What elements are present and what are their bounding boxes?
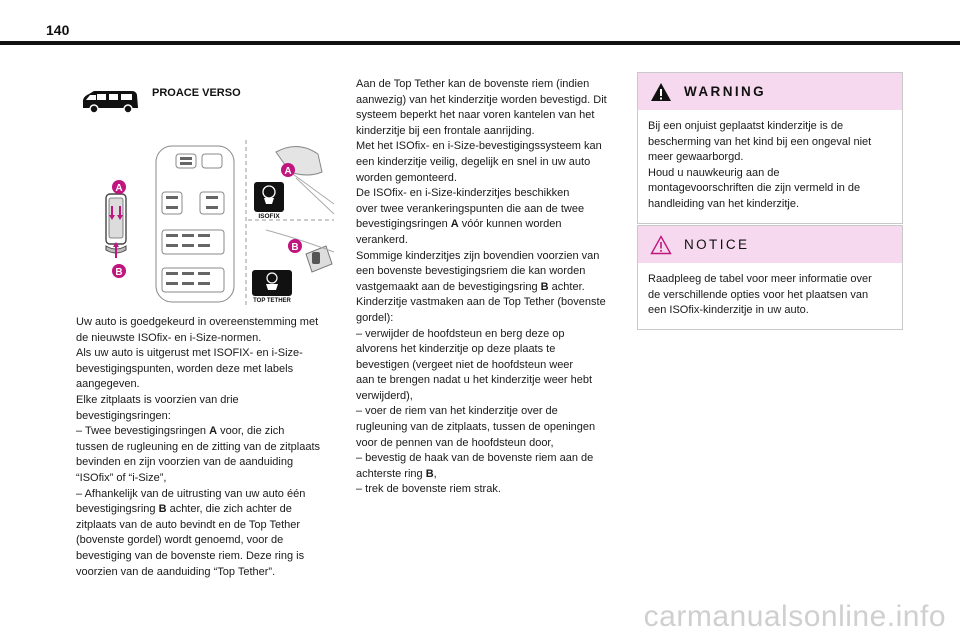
marker-a-left-label: A — [115, 183, 123, 194]
top-rule — [0, 41, 960, 45]
text-line: kinderzitje bij een frontale aanrijding. — [356, 124, 535, 137]
text-line: voor de pennen van de hoofdsteun door, — [356, 436, 554, 449]
text-line: de nieuwste ISOfix- en i-Size-normen. — [76, 331, 262, 344]
isofix-anchor-illustration — [76, 134, 338, 310]
top-tether-badge-label: TOP TETHER — [253, 298, 291, 304]
seat-plan — [156, 146, 234, 302]
text-line: – voer de riem van het kinderzitje over de — [356, 405, 558, 418]
text-line: De ISOfix- en i-Size-kinderzitjes beschikken — [356, 187, 570, 200]
text-line: Raadpleeg de tabel voor meer informatie over — [648, 273, 872, 285]
text-line: verankerd. — [356, 233, 408, 246]
marker-a-right-label: A — [284, 166, 292, 177]
text-line: montagevoorschriften die zijn vermeld in de — [648, 182, 861, 195]
warning-triangle-icon — [650, 82, 672, 102]
marker-b-right-label: B — [291, 242, 299, 253]
text-line: bevestigen (vergeet niet de hoofdsteun weer — [356, 358, 574, 371]
text-line: – Twee bevestigingsringen A voor, die zich — [76, 425, 285, 438]
intro-text — [76, 315, 338, 580]
text-line: aangegeven. — [76, 378, 140, 391]
text-line: bevestigingsringen A vóór kunnen worden — [356, 218, 562, 231]
text-line: voorzien van de aanduiding “Top Tether”. — [76, 565, 276, 578]
text-line: “ISOfix” of “i-Size”, — [76, 471, 167, 484]
notice-callout — [637, 225, 903, 330]
marker-b-left-label: B — [115, 267, 123, 278]
text-line: bevestigingsringen: — [76, 409, 171, 422]
text-line: een kinderzitje veilig, degelijk en snel in uw auto — [356, 155, 591, 168]
warning-body — [638, 110, 902, 223]
notice-triangle-icon — [650, 235, 672, 255]
text-line: – verwijder de hoofdsteun en berg deze op — [356, 327, 565, 340]
text-line: achterste ring B, — [356, 467, 437, 480]
text-line: verwijderd), — [356, 389, 413, 402]
text-line: Met het ISOfix- en i-Size-bevestigingssysteem kan — [356, 140, 602, 153]
text-line: bevestigingsring B achter, die zich achter de — [76, 503, 292, 516]
warning-header — [638, 73, 902, 110]
text-line: Sommige kinderzitjes zijn bovendien voorzien van — [356, 249, 600, 262]
text-line: – Afhankelijk van de uitrusting van uw auto één — [76, 487, 306, 500]
page-number: 140 — [46, 22, 70, 38]
text-line: (bovenste gordel) wordt genoemd, voor de — [76, 534, 284, 547]
text-line: vastgemaakt aan de bevestigingsring B achter. — [356, 280, 585, 293]
text-line: bevestiging van de bovenste riem. Deze ring is — [76, 549, 305, 562]
text-line: rugleuning van de zitplaats, tussen de openingen — [356, 421, 596, 434]
text-line: een ISOfix-kinderzitje in uw auto. — [648, 304, 809, 317]
model-name: PROACE VERSO — [152, 87, 241, 99]
text-line: aanwezig) van het kinderzitje worden bevestigd. Dit — [356, 93, 607, 106]
seat-diagram — [106, 194, 126, 258]
text-line: zitplaats van de auto bevindt en de Top Tether — [76, 518, 301, 531]
warning-callout — [637, 72, 903, 224]
text-line: gordel): — [356, 311, 394, 324]
text-line: aan te brengen nadat u het kinderzitje weer hebt — [356, 374, 593, 387]
text-line: bevinden en zijn voorzien van de aanduiding — [76, 456, 294, 469]
warning-title: WARNING — [684, 84, 767, 99]
notice-title: NOTICE — [684, 237, 750, 252]
text-line: Aan de Top Tether kan de bovenste riem (indien — [356, 78, 590, 90]
seat-plan-markers — [166, 157, 218, 285]
text-line: bevestigingspunten, worden deze met labels — [76, 362, 294, 375]
text-line: meer gewaarborgd. — [648, 151, 744, 164]
text-line: Bij een onjuist geplaatst kinderzitje is de — [648, 120, 844, 132]
text-line: Uw auto is goedgekeurd in overeenstemming met — [76, 316, 319, 328]
text-line: bescherming van het kind bij een ongeval niet — [648, 135, 872, 148]
text-line: een bovenste bevestigingsriem die kan worden — [356, 265, 586, 278]
top-tether-text — [356, 77, 624, 498]
text-line: alvorens het kinderzitje op deze plaats te — [356, 343, 556, 356]
isofix-badge-label: ISOFIX — [258, 213, 280, 220]
van-icon — [80, 88, 140, 114]
text-line: – trek de bovenste riem strak. — [356, 483, 501, 496]
site-watermark: carmanualsonline.info — [643, 600, 946, 633]
text-line: Houd u nauwkeurig aan de — [648, 166, 780, 179]
text-line: tussen de rugleuning en de zitting van de zitplaats — [76, 440, 320, 453]
text-line: handleiding van het kinderzitje. — [648, 197, 800, 210]
text-line: Als uw auto is uitgerust met ISOFIX- en i-Size- — [76, 347, 303, 360]
text-line: over twee verankeringspunten die aan de twee — [356, 202, 585, 215]
text-line: systeem beperkt het naar voren kantelen van het — [356, 109, 595, 122]
notice-body — [638, 263, 902, 329]
text-line: Elke zitplaats is voorzien van drie — [76, 393, 239, 406]
text-line: – bevestig de haak van de bovenste riem aan de — [356, 452, 594, 465]
text-line: de verschillende opties voor het plaatsen van — [648, 288, 869, 301]
text-line: Kinderzitje vastmaken aan de Top Tether (bovenste — [356, 296, 606, 309]
notice-header — [638, 226, 902, 263]
text-line: worden gemonteerd. — [356, 171, 457, 184]
